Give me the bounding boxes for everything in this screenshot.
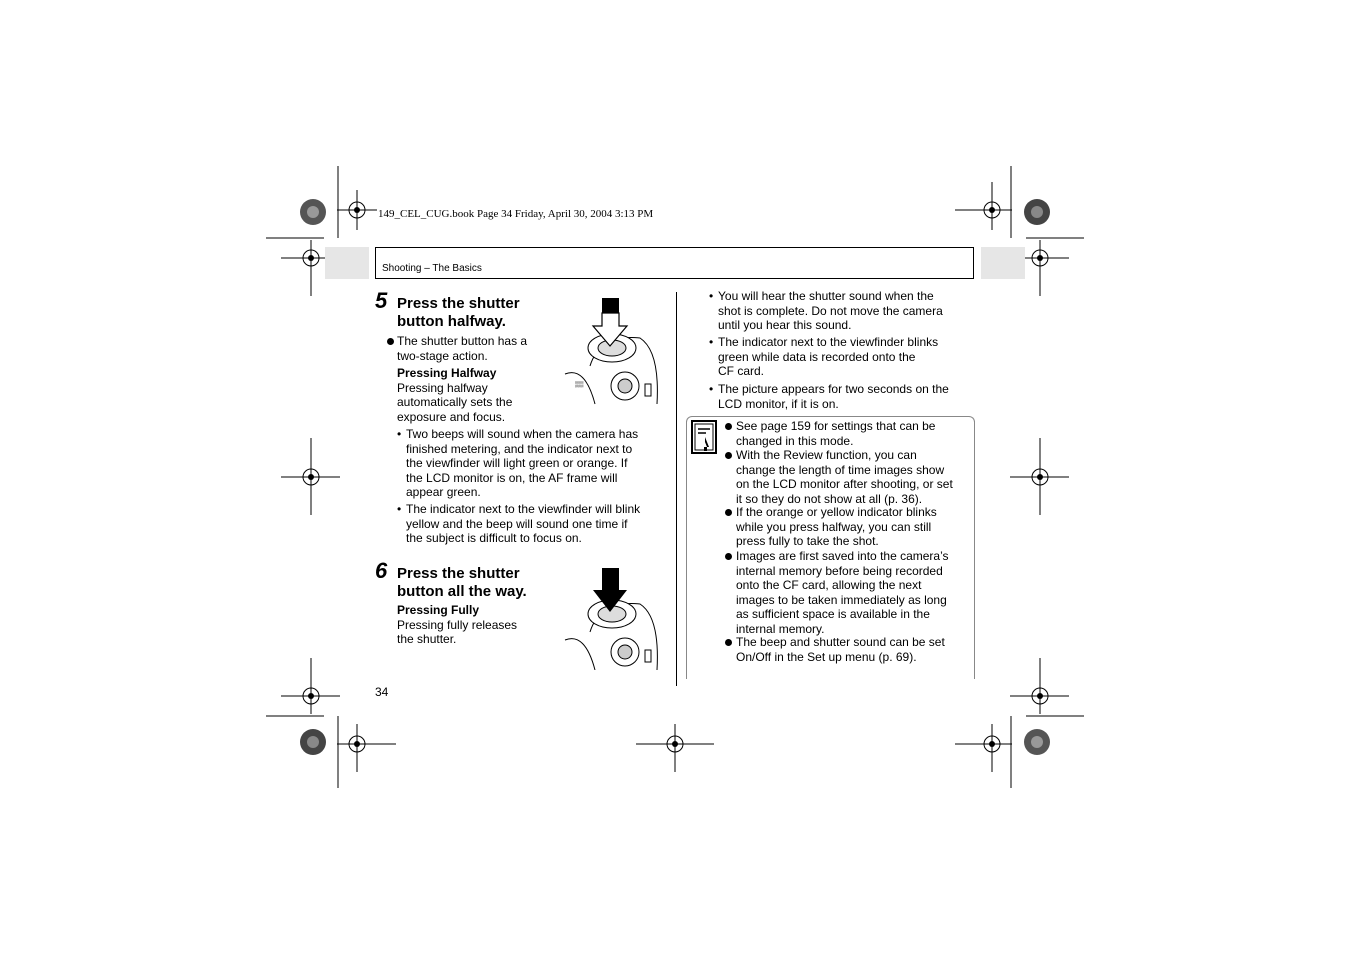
text-line: Two beeps will sound when the camera has <box>406 427 639 441</box>
text-line: until you hear this sound. <box>718 318 852 332</box>
text-line: internal memory before being recorded <box>736 563 943 578</box>
bullet-dot <box>387 338 394 345</box>
text-line: The beep and shutter sound can be set <box>736 635 945 649</box>
text-line: the subject is difficult to focus on. <box>406 531 582 545</box>
step-6-sub <box>397 603 517 647</box>
dash-bullet: • <box>397 502 402 516</box>
step-5-dash-2 <box>397 502 641 546</box>
text-line: The indicator next to the viewfinder blinks <box>718 335 939 349</box>
step-5-dash-1 <box>397 427 639 500</box>
page-number: 34 <box>375 685 389 699</box>
text-line: shot is complete. Do not move the camera <box>718 303 943 318</box>
text-line: green while data is recorded onto the <box>718 349 916 364</box>
shutter-full-press-illustration <box>560 566 660 670</box>
text-line: CF card. <box>718 364 765 378</box>
text-line: while you press halfway, you can still <box>736 519 932 534</box>
sub-heading: Pressing Halfway <box>397 366 497 380</box>
dash-bullet: • <box>709 289 714 303</box>
text-line: Pressing fully releases <box>397 617 518 632</box>
text-line: press fully to take the shot. <box>736 534 879 548</box>
right-dash-2 <box>709 335 939 379</box>
text-line: LCD monitor, if it is on. <box>718 396 839 411</box>
text-line: change the length of time images show <box>736 462 945 477</box>
text-line: Pressing halfway <box>397 380 488 395</box>
step-5-sub <box>397 366 512 424</box>
text-line: yellow and the beep will sound one time if <box>406 516 628 531</box>
text-line: appear green. <box>406 485 481 499</box>
bullet-dot <box>725 452 732 459</box>
svg-text:▒▒: ▒▒ <box>575 382 584 388</box>
column-divider <box>676 292 677 686</box>
step-5-number: 5 <box>375 288 388 313</box>
step-6-title <box>397 565 527 601</box>
text-line: Images are first saved into the camera’s <box>736 549 949 563</box>
text-line: two-stage action. <box>397 348 488 363</box>
sub-heading: Pressing Fully <box>397 603 480 617</box>
note-bullet-1 <box>736 419 935 448</box>
right-dash-1 <box>709 289 943 333</box>
step-5-title-line: button halfway. <box>397 313 506 330</box>
text-line: internal memory. <box>736 621 825 636</box>
text-line: the shutter. <box>397 632 457 646</box>
text-line: automatically sets the <box>397 395 513 409</box>
text-line: finished metering, and the indicator next to <box>406 441 633 456</box>
bullet-dot <box>725 639 732 646</box>
text-line: on the LCD monitor after shooting, or set <box>736 477 953 491</box>
text-line: The indicator next to the viewfinder will blink <box>406 502 641 516</box>
text-line: You will hear the shutter sound when the <box>718 289 934 303</box>
bullet-dot <box>725 423 732 430</box>
right-dash-3 <box>709 382 949 411</box>
section-header-box <box>375 247 974 279</box>
memo-icon <box>691 420 717 454</box>
section-header: Shooting – The Basics <box>382 263 482 274</box>
text-line: the LCD monitor is on, the AF frame will <box>406 470 618 485</box>
text-line: See page 159 for settings that can be <box>736 419 936 433</box>
dash-bullet: • <box>709 335 714 349</box>
note-bullet-4 <box>736 549 949 636</box>
text-line: With the Review function, you can <box>736 448 917 462</box>
step-5-bullet <box>397 334 527 363</box>
text-line: exposure and focus. <box>397 409 506 424</box>
bullet-dot <box>725 509 732 516</box>
text-line: On/Off in the Set up menu (p. 69). <box>736 649 917 664</box>
text-line: onto the CF card, allowing the next <box>736 578 922 592</box>
note-bullet-3 <box>736 505 937 549</box>
text-line: images to be taken immediately as long <box>736 592 947 607</box>
text-line: If the orange or yellow indicator blinks <box>736 505 937 519</box>
dash-bullet: • <box>397 427 402 441</box>
dash-bullet: • <box>709 382 714 396</box>
left-thumb-tab <box>325 247 369 279</box>
note-bullet-5 <box>736 635 945 664</box>
text-line: changed in this mode. <box>736 433 854 448</box>
step-5-title-line: Press the shutter <box>397 295 520 312</box>
step-5-title <box>397 295 520 331</box>
right-thumb-tab <box>981 247 1025 279</box>
step-6-number: 6 <box>375 558 388 583</box>
step-6-title-line: Press the shutter <box>397 565 520 582</box>
text-line: as sufficient space is available in the <box>736 607 930 621</box>
note-bullet-2 <box>736 448 953 506</box>
text-line: the viewfinder will light green or orange. If <box>406 456 628 470</box>
bullet-dot <box>725 553 732 560</box>
text-line: The picture appears for two seconds on the <box>718 382 949 396</box>
step-6-title-line: button all the way. <box>397 583 527 600</box>
shutter-half-press-illustration <box>560 296 660 406</box>
file-header: 149_CEL_CUG.book Page 34 Friday, April 30, 2004 3:13 PM <box>378 208 654 220</box>
text-line: The shutter button has a <box>397 334 528 348</box>
text-line: it so they do not show at all (p. 36). <box>736 491 923 506</box>
